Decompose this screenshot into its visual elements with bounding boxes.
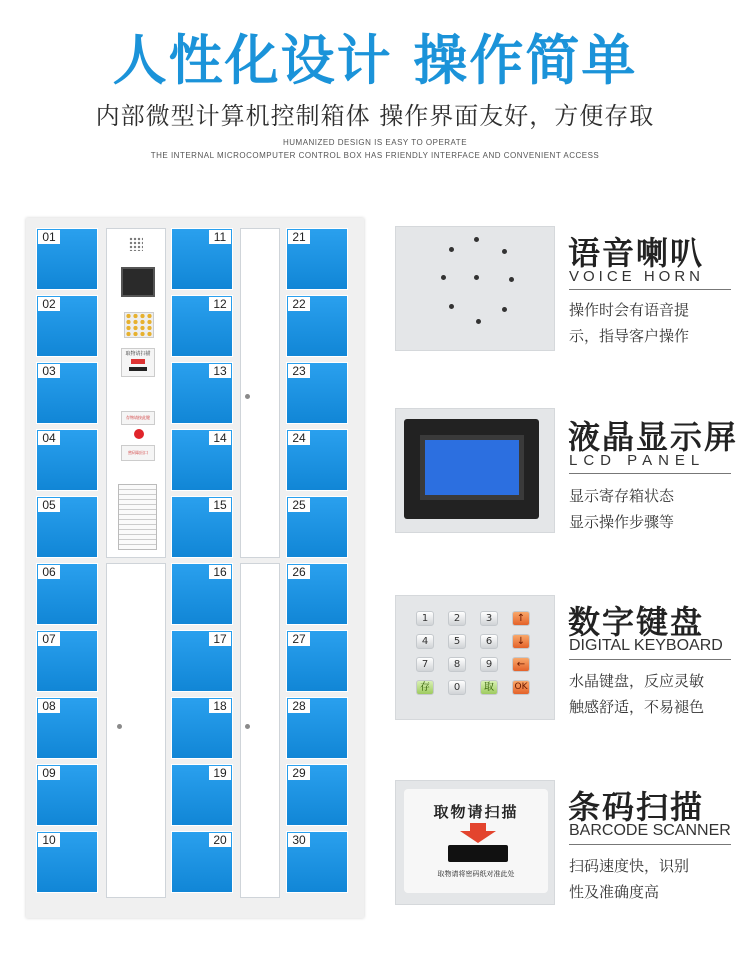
speaker-icon [129, 237, 143, 251]
lcd-screen [425, 440, 519, 495]
control-panel [106, 228, 166, 558]
locker-number: 14 [209, 431, 231, 445]
feature-description [569, 668, 744, 720]
scan-label: 取物请扫描 [125, 351, 151, 357]
locker-door[interactable] [286, 496, 348, 558]
lcd-icon [395, 408, 555, 533]
feature-desc-line: 操作时会有语音提 [569, 301, 690, 319]
keypad-icon [395, 595, 555, 720]
feature-desc-line: 触感舒适，不易褪色 [569, 698, 705, 716]
locker-door[interactable] [171, 630, 233, 692]
divider [569, 659, 731, 660]
key-retrieve[interactable]: 取 [480, 680, 498, 695]
keypad-icon[interactable] [124, 312, 154, 338]
speaker-hole [441, 275, 446, 280]
scanner-title: 取物请扫描 [433, 803, 519, 821]
locker-door[interactable] [36, 295, 98, 357]
locker-number: 06 [38, 565, 60, 579]
speaker-hole [476, 319, 481, 324]
speaker-hole [474, 237, 479, 242]
password-outlet: 密码取出口 [121, 445, 155, 461]
instructions-panel [118, 484, 157, 550]
locker-door[interactable] [286, 429, 348, 491]
lcd-screen [121, 267, 155, 297]
locker-number: 09 [38, 766, 60, 780]
locker-number: 26 [288, 565, 310, 579]
feature-title: 条码扫描 [568, 788, 705, 826]
deposit-label: 存物请按此键 [121, 411, 155, 425]
key-4[interactable]: 4 [416, 634, 434, 649]
key-down[interactable]: ↓ [512, 634, 530, 649]
lock-icon [245, 724, 250, 729]
deposit-button[interactable] [134, 429, 144, 439]
locker-number: 05 [38, 498, 60, 512]
locker-door[interactable] [171, 831, 233, 893]
speaker-hole [509, 277, 514, 282]
locker-door[interactable] [36, 630, 98, 692]
barcode-scanner-icon[interactable] [121, 348, 155, 377]
scanner-card [404, 789, 548, 893]
locker-number: 22 [288, 297, 310, 311]
lock-icon [117, 724, 122, 729]
locker-number: 18 [209, 699, 231, 713]
key-8[interactable]: 8 [448, 657, 466, 672]
feature-english: VOICE HORN [569, 268, 705, 285]
locker-door[interactable] [36, 831, 98, 893]
locker-number: 25 [288, 498, 310, 512]
locker-door[interactable] [286, 295, 348, 357]
key-2[interactable]: 2 [448, 611, 466, 626]
locker-number: 19 [209, 766, 231, 780]
locker-number: 13 [209, 364, 231, 378]
locker-door[interactable] [171, 429, 233, 491]
locker-number: 30 [288, 833, 310, 847]
arrow-down-icon [131, 359, 145, 364]
feature-description [569, 483, 744, 535]
locker-door[interactable] [286, 563, 348, 625]
page-title: 人性化设计 操作简单 [112, 29, 638, 92]
locker-number: 15 [209, 498, 231, 512]
locker-number: 17 [209, 632, 231, 646]
locker-door[interactable] [286, 630, 348, 692]
feature-desc-line: 显示寄存箱状态 [569, 487, 675, 505]
feature-desc-line: 水晶键盘，反应灵敏 [569, 672, 705, 690]
locker-door[interactable] [36, 697, 98, 759]
feature-desc-line: 示，指导客户操作 [569, 327, 690, 345]
speaker-hole [449, 247, 454, 252]
barcode-scanner-icon [395, 780, 555, 905]
locker-door[interactable] [171, 697, 233, 759]
divider [569, 844, 731, 845]
key-3[interactable]: 3 [480, 611, 498, 626]
scan-slot [448, 845, 508, 862]
locker-number: 23 [288, 364, 310, 378]
locker-number: 04 [38, 431, 60, 445]
locker-door[interactable] [171, 563, 233, 625]
locker-number: 02 [38, 297, 60, 311]
locker-number: 03 [38, 364, 60, 378]
key-7[interactable]: 7 [416, 657, 434, 672]
key-ok[interactable]: OK [512, 680, 530, 695]
locker-door[interactable] [171, 228, 233, 290]
key-6[interactable]: 6 [480, 634, 498, 649]
feature-description [569, 853, 744, 905]
locker-number: 29 [288, 766, 310, 780]
locker-number: 10 [38, 833, 60, 847]
feature-title: 数字键盘 [568, 603, 705, 641]
speaker-hole [502, 307, 507, 312]
speaker-icon [395, 226, 555, 351]
lock-icon [245, 394, 250, 399]
scanner-note: 取物请将密码纸对准此处 [437, 870, 515, 878]
feature-english: LCD PANEL [569, 452, 706, 469]
key-up[interactable]: ↑ [512, 611, 530, 626]
locker-number: 24 [288, 431, 310, 445]
key-9[interactable]: 9 [480, 657, 498, 672]
feature-desc-line: 显示操作步骤等 [569, 513, 675, 531]
feature-description [569, 297, 744, 349]
english-subtitle-2: THE INTERNAL MICROCOMPUTER CONTROL BOX HAS FRIENDLY INTERFACE AND CONVENIENT ACCESS [150, 151, 600, 160]
locker-door[interactable] [286, 764, 348, 826]
key-1[interactable]: 1 [416, 611, 434, 626]
locker-door[interactable] [36, 429, 98, 491]
speaker-hole [474, 275, 479, 280]
feature-desc-line: 性及准确度高 [569, 883, 660, 901]
locker-door[interactable] [36, 563, 98, 625]
locker-cabinet [26, 218, 364, 918]
locker-number: 01 [38, 230, 60, 244]
locker-door[interactable] [171, 295, 233, 357]
scan-slot [129, 367, 147, 371]
locker-number: 08 [38, 699, 60, 713]
speaker-hole [449, 304, 454, 309]
locker-number: 28 [288, 699, 310, 713]
feature-english: BARCODE SCANNER [569, 822, 731, 839]
divider [569, 473, 731, 474]
locker-door[interactable] [36, 228, 98, 290]
locker-door[interactable] [171, 362, 233, 424]
key-deposit[interactable]: 存 [416, 680, 434, 695]
locker-number: 11 [209, 230, 231, 244]
key-0[interactable]: 0 [448, 680, 466, 695]
locker-number: 16 [209, 565, 231, 579]
large-door[interactable] [240, 228, 280, 558]
locker-door[interactable] [36, 764, 98, 826]
locker-number: 07 [38, 632, 60, 646]
locker-number: 21 [288, 230, 310, 244]
feature-english: DIGITAL KEYBOARD [569, 637, 723, 654]
feature-title: 液晶显示屏 [568, 418, 739, 456]
locker-number: 20 [209, 833, 231, 847]
locker-door[interactable] [286, 831, 348, 893]
key-5[interactable]: 5 [448, 634, 466, 649]
locker-number: 27 [288, 632, 310, 646]
feature-title: 语音喇叭 [568, 234, 705, 272]
locker-door[interactable] [286, 228, 348, 290]
locker-door[interactable] [286, 697, 348, 759]
page-subtitle: 内部微型计算机控制箱体 操作界面友好，方便存取 [95, 102, 655, 130]
english-subtitle-1: HUMANIZED DESIGN IS EASY TO OPERATE [282, 138, 468, 147]
locker-door[interactable] [36, 496, 98, 558]
speaker-hole [502, 249, 507, 254]
large-door[interactable] [240, 563, 280, 898]
locker-door[interactable] [36, 362, 98, 424]
arrow-down-icon [458, 823, 498, 843]
locker-number: 12 [209, 297, 231, 311]
divider [569, 289, 731, 290]
feature-desc-line: 扫码速度快，识别 [569, 857, 690, 875]
large-door[interactable] [106, 563, 166, 898]
locker-door[interactable] [286, 362, 348, 424]
locker-door[interactable] [171, 496, 233, 558]
locker-door[interactable] [171, 764, 233, 826]
key-back[interactable]: ← [512, 657, 530, 672]
